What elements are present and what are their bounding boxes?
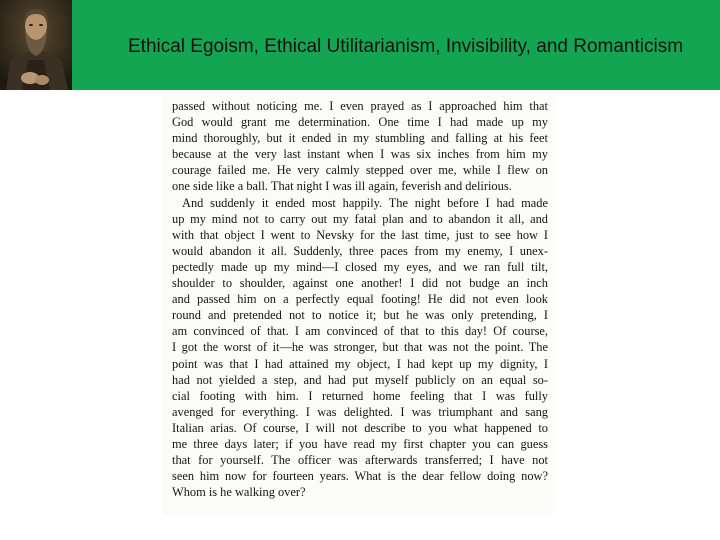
- passage-line: round and pretended not to notice it; but he was only pretending, I: [172, 308, 548, 323]
- passage-line: with that object I went to Nevsky for the last time, just to see how I: [172, 227, 548, 242]
- passage-line: me three days later; if you have read my first chapter you can guess: [172, 436, 548, 451]
- passage-line: and passed him on a perfectly equal footing! He did not even look: [172, 292, 548, 307]
- passage-line: passed without noticing me. I even prayed as I approached him that: [172, 99, 548, 113]
- passage-line: Italian arias. Of course, I will not describe to you what happened to: [172, 420, 548, 435]
- passage-line: one side like a ball. That night I was ill again, feverish and delirious.: [172, 179, 512, 194]
- passage-line: am convinced of that. I am convinced of that to this day! Of course,: [172, 324, 548, 339]
- passage-line: pectedly made up my mind—I closed my eyes, and we ran full tilt,: [172, 259, 548, 274]
- book-passage: [172, 98, 548, 500]
- passage-line: seen him now for fourteen years. What is the dear fellow doing now?: [172, 469, 548, 484]
- passage-line: I got the worst of it—he was stronger, but that was not the point. The: [172, 340, 548, 355]
- passage-line: courage failed me. He very calmly stepped over me, while I flew on: [172, 163, 548, 178]
- passage-line: would abandon it all. Suddenly, three paces from my enemy, I unex-: [172, 243, 548, 258]
- passage-line: point was that I had attained my object, I had kept up my dignity, I: [172, 356, 548, 371]
- passage-line: had not yielded a step, and had put myself publicly on an equal so-: [172, 372, 548, 387]
- passage-line: cial footing with him. I returned home feeling that I was fully: [172, 388, 548, 403]
- passage-line: up my mind not to carry out my fatal plan and to abandon it all, and: [172, 211, 548, 226]
- passage-line: God would grant me determination. One time I had made up my: [172, 115, 548, 130]
- passage-line: avenged for everything. I was delighted. I was triumphant and sang: [172, 404, 548, 419]
- bearded-man-portrait-icon: [0, 0, 72, 90]
- passage-line: because at the very last instant when I was six inches from him my: [172, 147, 548, 162]
- passage-line: shoulder to shoulder, against one another! I did not budge an inch: [172, 276, 548, 291]
- passage-line: Whom is he walking over?: [172, 485, 306, 500]
- passage-line: And suddenly it ended most happily. The night before I had made: [182, 195, 548, 210]
- author-portrait: [0, 0, 72, 90]
- passage-line: that for yourself. The officer was afterwards transferred; I have not: [172, 453, 548, 468]
- slide-title: Ethical Egoism, Ethical Utilitarianism, Invisibility, and Romanticism: [128, 36, 684, 57]
- passage-line: mind thoroughly, but it ended in my stumbling and falling at his feet: [172, 131, 548, 146]
